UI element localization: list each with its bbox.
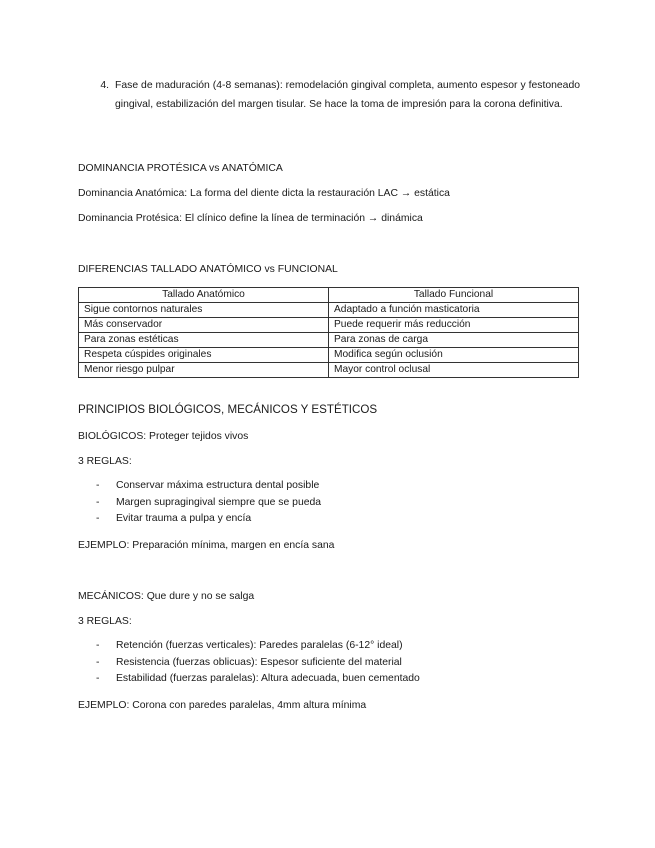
table-cell: Para zonas de carga <box>329 333 579 348</box>
table-header-row <box>79 288 579 303</box>
list-item <box>78 478 321 495</box>
table-row <box>79 303 579 318</box>
dash-bullet: - <box>96 513 100 524</box>
biologicos-reglas-label: 3 REGLAS: <box>78 456 132 467</box>
dash-bullet: - <box>96 673 100 684</box>
numbered-list-item <box>78 76 580 114</box>
table-cell: Sigue contornos naturales <box>79 303 329 318</box>
table-row <box>79 363 579 378</box>
list-item <box>78 495 321 512</box>
mecanicos-title: MECÁNICOS: Que dure y no se salga <box>78 591 255 602</box>
table-header-cell: Tallado Anatómico <box>79 288 329 303</box>
principios-heading: PRINCIPIOS BIOLÓGICOS, MECÁNICOS Y ESTÉTICOS <box>78 403 378 416</box>
list-item-text: Resistencia (fuerzas oblicuas): Espesor suficiente del material <box>116 656 402 668</box>
mecanicos-ejemplo: EJEMPLO: Corona con paredes paralelas, 4mm altura mínima <box>78 700 367 711</box>
table-cell: Menor riesgo pulpar <box>79 363 329 378</box>
list-item-text: Fase de maduración (4-8 semanas): remodelación gingival completa, aumento espesor y festoneado gingival, estabilización del margen tisular. Se hace la toma de impresión para la corona definitiva. <box>115 80 580 110</box>
dash-bullet: - <box>96 480 100 491</box>
biologicos-rules-list <box>78 478 321 528</box>
table-cell: Modifica según oclusión <box>329 348 579 363</box>
dash-bullet: - <box>96 640 100 651</box>
dominancia-protesica-text: Dominancia Protésica: El clínico define la línea de terminación → dinámica <box>78 213 423 224</box>
table-cell: Mayor control oclusal <box>329 363 579 378</box>
table-row <box>79 333 579 348</box>
biologicos-ejemplo: EJEMPLO: Preparación mínima, margen en encía sana <box>78 540 335 551</box>
table-cell: Puede requerir más reducción <box>329 318 579 333</box>
diferencias-heading: DIFERENCIAS TALLADO ANATÓMICO vs FUNCIONAL <box>78 264 338 275</box>
diferencias-table <box>78 287 579 378</box>
table-cell: Respeta cúspides originales <box>79 348 329 363</box>
dash-bullet: - <box>96 656 100 668</box>
table-cell: Para zonas estéticas <box>79 333 329 348</box>
list-item <box>78 655 420 672</box>
table-cell: Adaptado a función masticatoria <box>329 303 579 318</box>
dominancia-anatomica-text: Dominancia Anatómica: La forma del diente dicta la restauración LAC → estática <box>78 188 450 199</box>
list-item-text: Estabilidad (fuerzas paralelas): Altura adecuada, buen cementado <box>116 673 420 684</box>
list-number: 4. <box>100 80 109 91</box>
biologicos-title: BIOLÓGICOS: Proteger tejidos vivos <box>78 431 249 442</box>
table-row <box>79 348 579 363</box>
mecanicos-rules-list <box>78 638 420 688</box>
list-item <box>78 671 420 688</box>
list-item-text: Margen supragingival siempre que se pueda <box>116 496 322 508</box>
table-row <box>79 318 579 333</box>
dominancia-heading: DOMINANCIA PROTÉSICA vs ANATÓMICA <box>78 163 283 174</box>
table-header-cell: Tallado Funcional <box>329 288 579 303</box>
list-item <box>78 638 420 655</box>
list-item <box>78 511 321 528</box>
dash-bullet: - <box>96 496 100 508</box>
list-item-text: Evitar trauma a pulpa y encía <box>116 513 252 524</box>
table-cell: Más conservador <box>79 318 329 333</box>
list-item-text: Retención (fuerzas verticales): Paredes paralelas (6-12° ideal) <box>116 640 403 651</box>
list-item-text: Conservar máxima estructura dental posible <box>116 480 320 491</box>
mecanicos-reglas-label: 3 REGLAS: <box>78 616 132 627</box>
